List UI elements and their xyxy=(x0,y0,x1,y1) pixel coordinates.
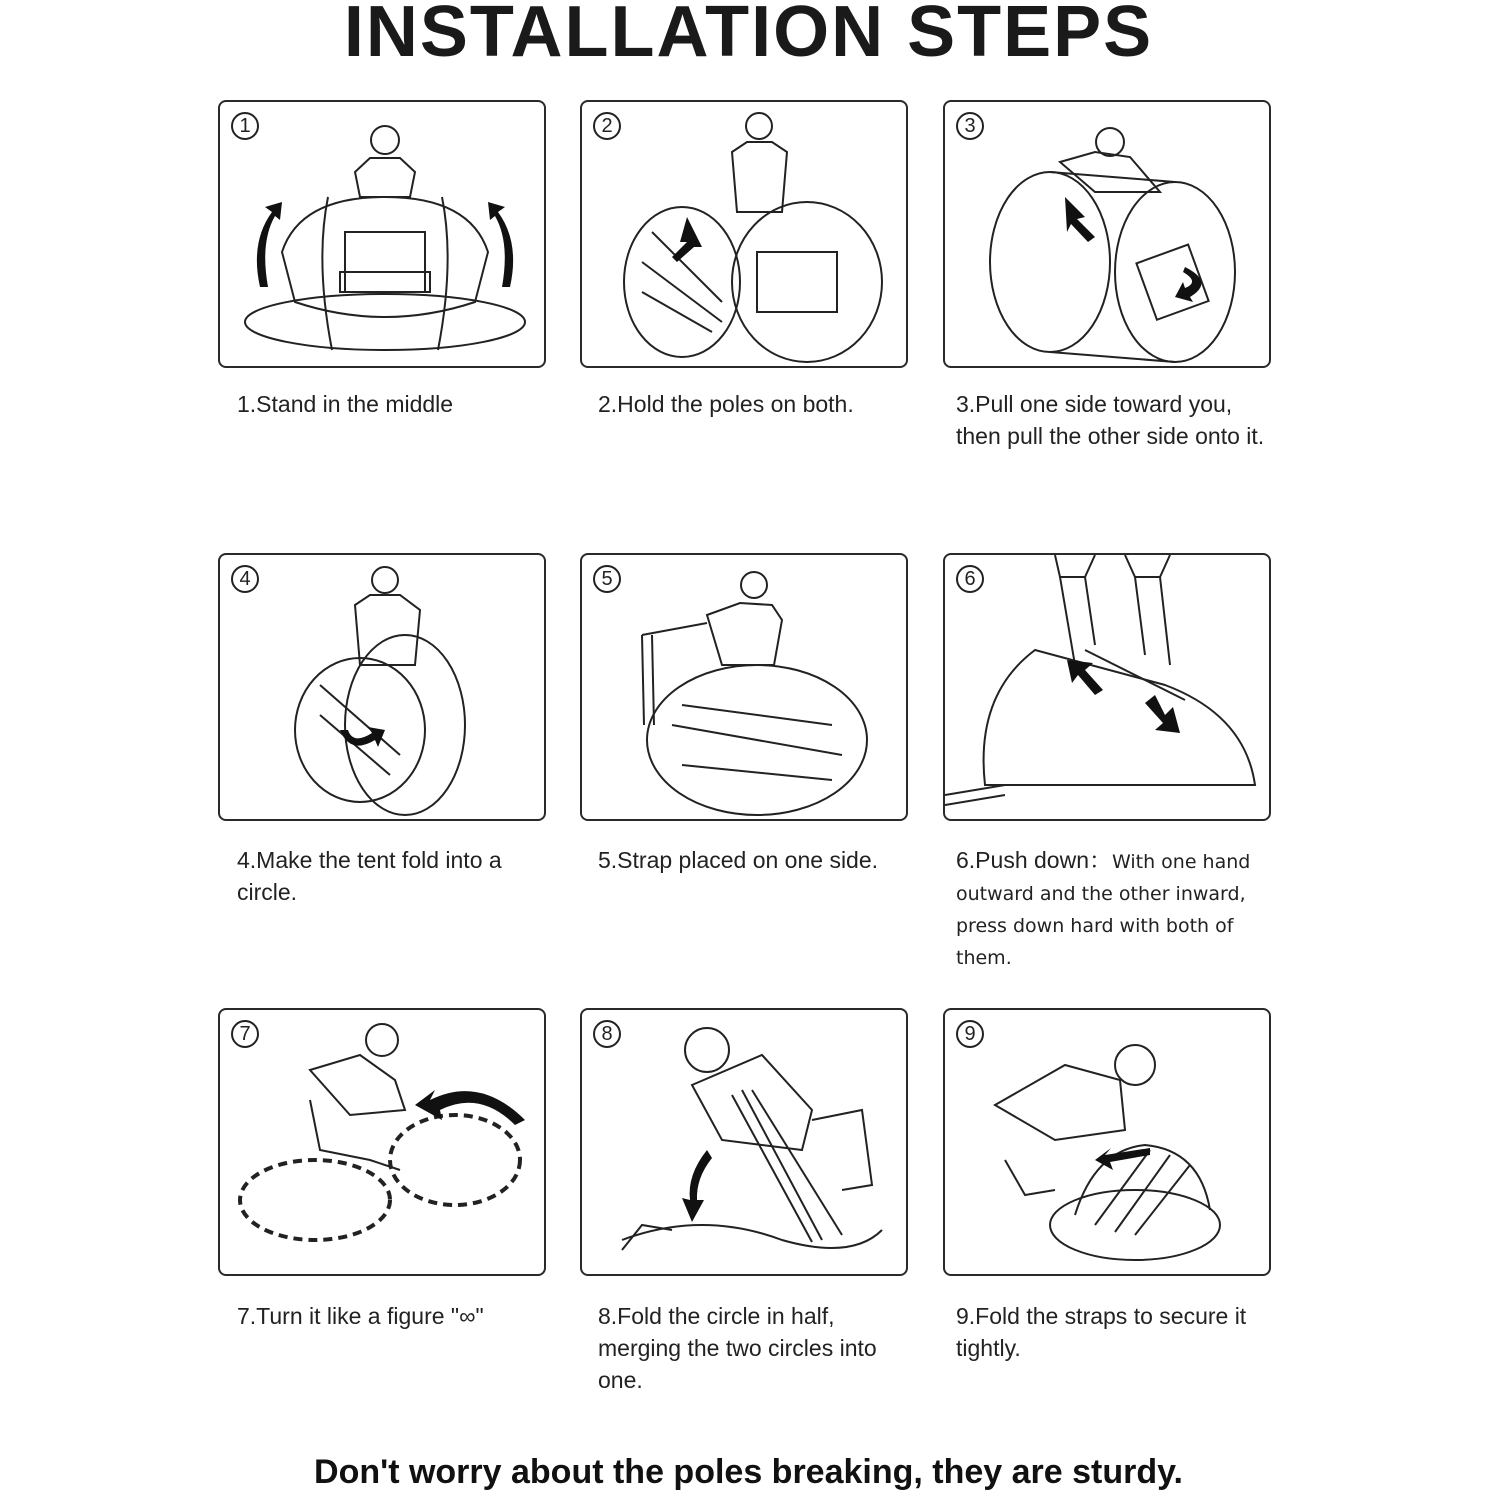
step-number-badge: 6 xyxy=(956,565,984,593)
step-1-illustration xyxy=(220,102,546,368)
step-3-panel xyxy=(943,100,1271,368)
step-2-illustration xyxy=(582,102,908,368)
curved-arrow-icon xyxy=(415,1090,525,1125)
step-number-badge: 4 xyxy=(231,565,259,593)
arrow-icon xyxy=(1065,197,1201,302)
arrow-icon xyxy=(682,1150,712,1222)
step-6-caption xyxy=(956,844,1286,972)
arrow-icon xyxy=(672,217,702,262)
curved-arrow-icon xyxy=(257,202,513,287)
step-9-illustration xyxy=(945,1010,1271,1276)
step-5-panel xyxy=(580,553,908,821)
step-5-illustration xyxy=(582,555,908,821)
step-9-caption: 9.Fold the straps to secure it tightly. xyxy=(956,1303,1247,1361)
step-1-panel xyxy=(218,100,546,368)
step-8-panel xyxy=(580,1008,908,1276)
step-2-caption: 2.Hold the poles on both. xyxy=(598,391,854,417)
step-number-badge: 5 xyxy=(593,565,621,593)
step-6-illustration xyxy=(945,555,1271,821)
step-number-badge: 3 xyxy=(956,112,984,140)
step-7-illustration xyxy=(220,1010,546,1276)
step-6-caption-rest: With one hand outward and the other inward, press down hard with both of them. xyxy=(956,851,1251,969)
arrow-icon xyxy=(1067,660,1180,733)
step-number-badge: 8 xyxy=(593,1020,621,1048)
step-9-panel xyxy=(943,1008,1271,1276)
tent-body-icon xyxy=(282,197,488,317)
step-3-illustration xyxy=(945,102,1271,368)
step-2-panel xyxy=(580,100,908,368)
step-4-panel xyxy=(218,553,546,821)
step-number-badge: 1 xyxy=(231,112,259,140)
step-8-illustration xyxy=(582,1010,908,1276)
step-number-badge: 9 xyxy=(956,1020,984,1048)
step-7-panel xyxy=(218,1008,546,1276)
person-head-icon xyxy=(371,126,399,154)
step-1-caption: 1.Stand in the middle xyxy=(237,391,454,417)
step-7-caption: 7.Turn it like a figure "∞" xyxy=(237,1303,484,1329)
step-number-badge: 2 xyxy=(593,112,621,140)
step-4-illustration xyxy=(220,555,546,821)
step-4-caption: 4.Make the tent fold into a circle. xyxy=(237,847,502,905)
page-title: INSTALLATION STEPS xyxy=(343,0,1154,72)
step-3-caption: 3.Pull one side toward you, then pull the other side onto it. xyxy=(956,391,1265,449)
footer-note: Don't worry about the poles breaking, they are sturdy. xyxy=(314,1453,1183,1491)
step-6-panel xyxy=(943,553,1271,821)
step-5-caption: 5.Strap placed on one side. xyxy=(598,847,879,873)
step-number-badge: 7 xyxy=(231,1020,259,1048)
person-body-icon xyxy=(355,158,415,197)
step-8-caption: 8.Fold the circle in half, merging the two circles into one. xyxy=(598,1303,877,1393)
step-6-caption-lead: 6.Push down： xyxy=(956,847,1112,873)
